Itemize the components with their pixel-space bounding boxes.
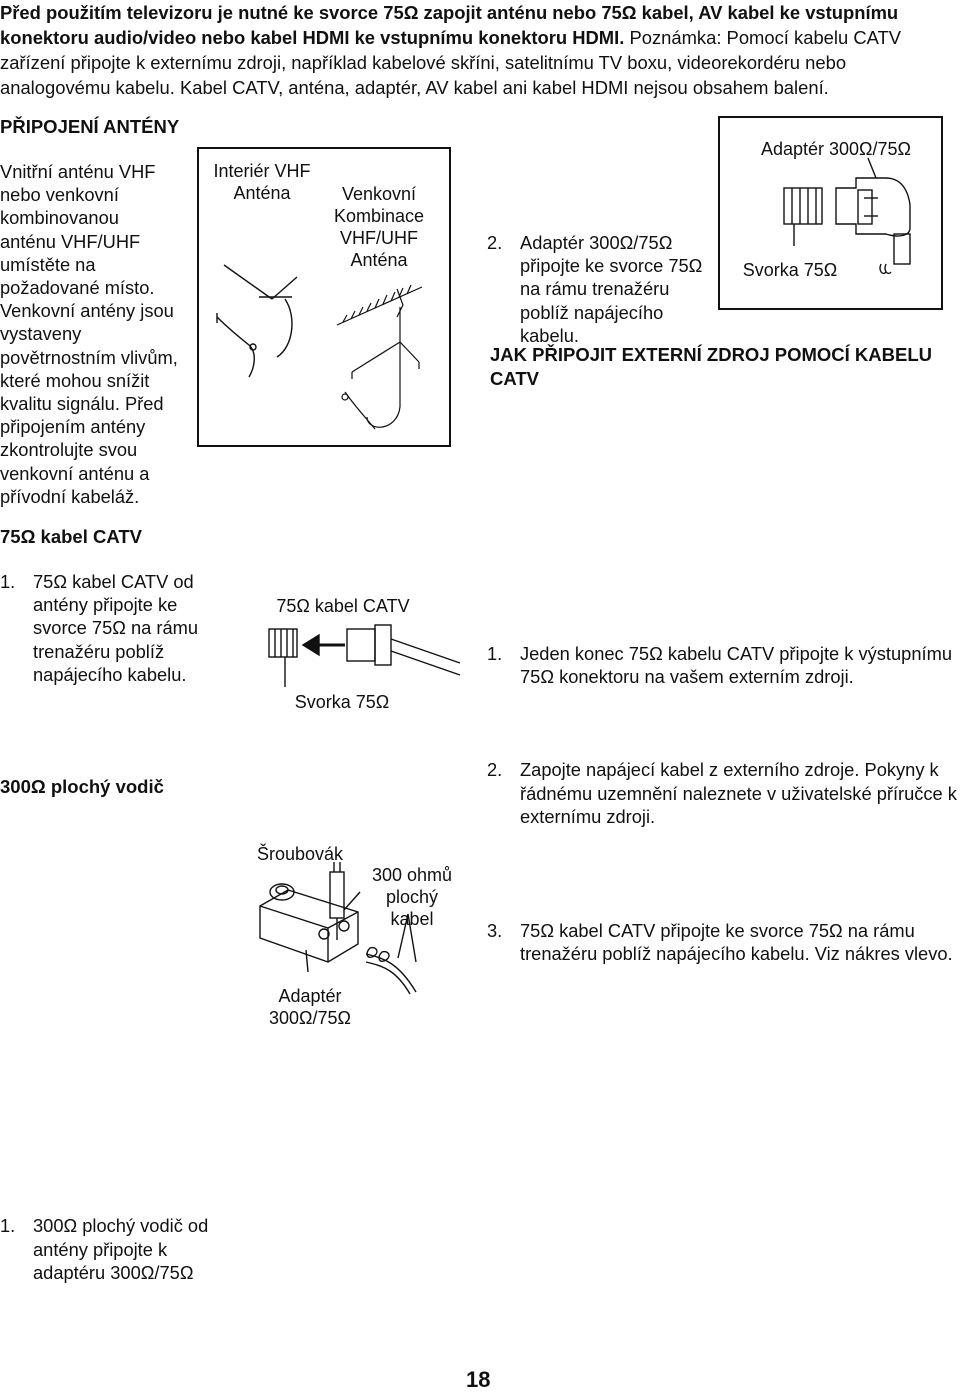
antenna-body: Vnitřní anténu VHF nebo venkovní kombinovanou anténu VHF/UHF umístěte na požadované místo. Venkovní antény jsou vystaveny povětrnostním vlivům, které mohou snížit kvalitu signálu. Před připojením antény zkontrolujte svou venkovní anténu a přívodní kabeláž. bbox=[0, 161, 178, 507]
external-step-1 bbox=[487, 642, 960, 688]
page-number: 18 bbox=[466, 1367, 491, 1392]
external-step-2-text: Zapojte napájecí kabel z externího zdroje. Pokyny k řádnému uzemnění naleznete v uživatelské příručce k externímu zdroji. bbox=[520, 759, 957, 827]
adapter-step-2 bbox=[487, 231, 720, 347]
external-step-1-num: 1. bbox=[487, 643, 503, 665]
flat300-step-1-num: 1. bbox=[0, 1215, 16, 1237]
adapter-illustration bbox=[718, 116, 943, 310]
intro-paragraph bbox=[0, 0, 958, 100]
catv75-step-1 bbox=[0, 570, 223, 686]
adapter-step-2-num: 2. bbox=[487, 232, 503, 254]
terminal-75-label: Svorka 75Ω bbox=[294, 692, 390, 712]
indoor-antenna-icon bbox=[217, 265, 297, 377]
antenna-heading: PŘIPOJENÍ ANTÉNY bbox=[0, 116, 180, 137]
flat-cable-illustration bbox=[248, 862, 468, 992]
adapter-step-2-text: Adaptér 300Ω/75Ω připojte ke svorce 75Ω na rámu trenažéru poblíž napájecího kabelu. bbox=[520, 232, 703, 346]
external-step-3 bbox=[487, 919, 960, 965]
external-step-1-text: Jeden konec 75Ω kabelu CATV připojte k výstupnímu 75Ω konektoru na vašem externím zdroji. bbox=[520, 643, 952, 688]
indoor-antenna-label: Interiér VHF Anténa bbox=[213, 161, 311, 203]
flat300-step-1-text: 300Ω plochý vodič od antény připojte k adaptéru 300Ω/75Ω bbox=[33, 1215, 209, 1283]
external-step-2 bbox=[487, 758, 960, 828]
intro-normal: Poznámka: Pomocí kabelu CATV zařízení připojte k externímu zdroji, například kabelové skříni, satelitnímu TV boxu, videorekordéru nebo analogovému kabelu. Kabel CATV, anténa, adaptér, AV kabel ani kabel HDMI nejsou obsahem balení. bbox=[0, 27, 902, 98]
intro-bold: Před použitím televizoru je nutné ke svorce 75Ω zapojit anténu nebo 75Ω kabel, AV kabel ke vstupnímu konektoru audio/video nebo kabel HDMI ke vstupnímu konektoru HDMI. bbox=[0, 2, 899, 48]
screwdriver-label: Šroubovák bbox=[256, 844, 344, 864]
adapter-label: Adaptér 300Ω/75Ω bbox=[760, 139, 911, 159]
flat300-heading: 300Ω plochý vodič bbox=[0, 776, 164, 797]
flat300-step-1 bbox=[0, 1214, 238, 1284]
catv75-step-1-text: 75Ω kabel CATV od antény připojte ke svorce 75Ω na rámu trenažéru poblíž napájecího kabelu. bbox=[33, 571, 199, 685]
catv75-heading: 75Ω kabel CATV bbox=[0, 526, 142, 547]
external-step-3-text: 75Ω kabel CATV připojte ke svorce 75Ω na rámu trenažéru poblíž napájecího kabelu. Viz nákres vlevo. bbox=[520, 920, 953, 965]
outdoor-antenna-icon bbox=[337, 285, 422, 429]
external-heading: JAK PŘIPOJIT EXTERNÍ ZDROJ POMOCÍ KABELU CATV bbox=[490, 344, 932, 389]
external-step-3-num: 3. bbox=[487, 920, 503, 942]
catv-connector-illustration bbox=[255, 615, 465, 695]
outdoor-antenna-label: Venkovní Kombinace VHF/UHF Anténa bbox=[333, 184, 425, 270]
catv75-step-1-num: 1. bbox=[0, 571, 16, 592]
flat-cable-label: 300 ohmů plochý kabel bbox=[371, 865, 453, 929]
catv-cable-label: 75Ω kabel CATV bbox=[276, 596, 410, 616]
antenna-illustration bbox=[197, 147, 451, 447]
adapter-terminal-label: Svorka 75Ω bbox=[742, 260, 838, 280]
external-step-2-num: 2. bbox=[487, 759, 503, 781]
flat-adapter-label: Adaptér 300Ω/75Ω bbox=[269, 986, 351, 1028]
